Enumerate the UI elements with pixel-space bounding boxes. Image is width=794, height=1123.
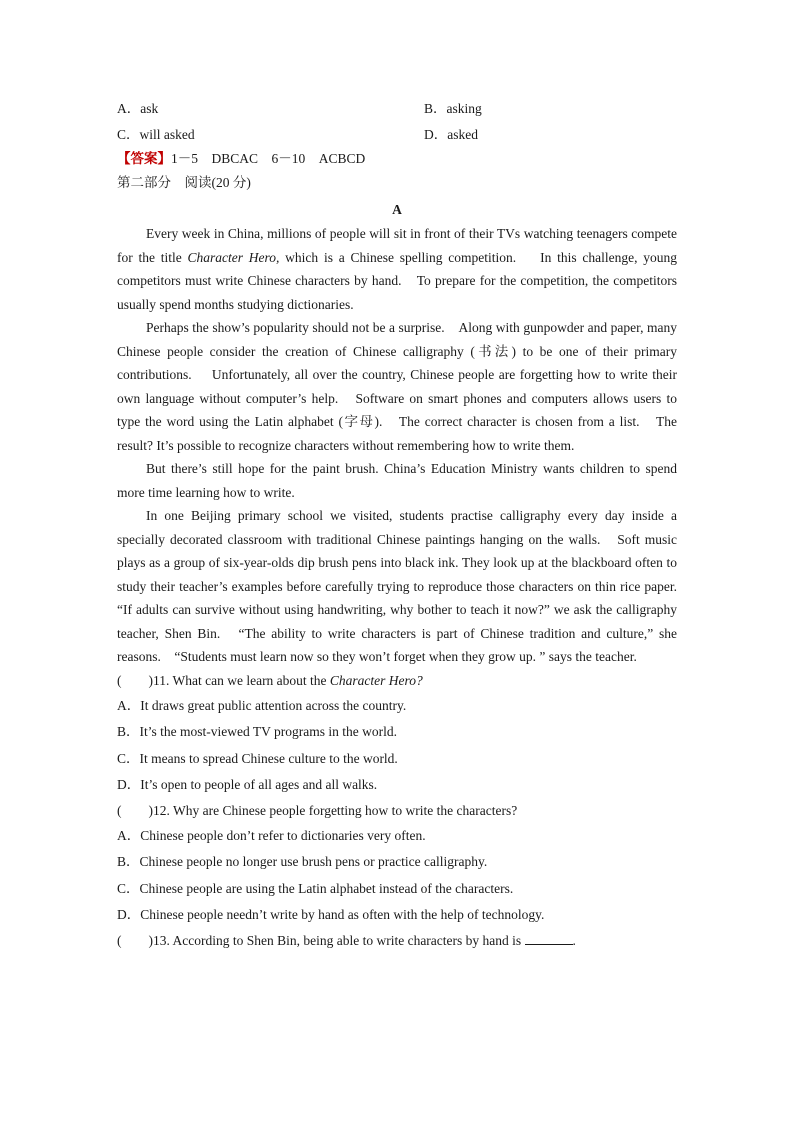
option-b: B．asking [424,101,482,116]
option-a: A．ask [117,101,159,116]
paragraph-text: Every week in China, millions of people will sit in front of their TVs watching teenagers compete for the title [117,226,677,265]
question-text: ( )13. According to Shen Bin, being able to write characters by hand is [117,932,525,948]
option-row [117,122,677,148]
paragraph-2: Perhaps the show’s popularity should not be a surprise. Along with gunpowder and paper, many Chinese people consider the creation of Chinese calligraphy (书法) to be one of their primary contributions. Unfortunately, all over the country, Chinese people are forgetting how to write their own language without computer’s help. Software on smart phones and computers allows users to type the word using the Latin alphabet (字母). The correct character is chosen from a list. The result? It’s possible to recognize characters without remembering how to write them. [117,320,677,453]
question-text: ( )11. What can we learn about the [117,672,330,688]
q11-option-a: A．It draws great public attention across the country. [117,697,407,713]
q11-option-b: B．It’s the most-viewed TV programs in the world. [117,724,397,739]
answer-text: 1－5 DBCAC 6－10 ACBCD [171,151,366,166]
paragraph-text: which is a Chinese spelling competition. In this challenge, young competitors must write Chinese characters by hand. To prepare for the competition, the competitors usually spend months studying dictionaries. [117,249,678,312]
show-title: Character Hero? [329,672,423,688]
q12-option-c: C．Chinese people are using the Latin alphabet instead of the characters. [117,880,514,896]
q11-option-d: D．It’s open to people of all ages and all walks. [117,777,378,792]
passage-title: A [392,202,402,217]
question-12: ( )12. Why are Chinese people forgetting how to write the characters? [117,802,518,818]
paragraph-4: In one Beijing primary school we visited, students practise calligraphy every day inside a specially decorated classroom with traditional Chinese paintings hanging on the walls. Soft music plays as a group of six-year-olds dip brush pens into black ink. They look up at the blackboard often to study their teacher’s examples before carefully trying to reproduce those characters on thin rice paper. “If adults can survive without using handwriting, why bother to teach it now?” we ask the calligraphy teacher, Shen Bin. “The ability to write characters is part of Chinese tradition and culture,” she reasons. “Students must learn now so they won’t forget when they grow up. ” says the teacher. [117,508,677,664]
answer-blank [525,930,573,945]
section-heading: 第二部分 阅读(20 分) [117,175,251,190]
q11-option-c: C．It means to spread Chinese culture to the world. [117,750,398,766]
document-page [117,96,677,953]
q12-option-a: A．Chinese people don’t refer to dictionaries very often. [117,827,426,843]
show-title: Character Hero, [187,249,280,265]
paragraph-3: But there’s still hope for the paint brush. China’s Education Ministry wants children to spend more time learning how to write. [117,461,677,500]
q12-option-b: B．Chinese people no longer use brush pens or practice calligraphy. [117,854,488,869]
paragraph-1 [117,222,677,316]
option-c: C．will asked [117,127,195,142]
q12-option-d: D．Chinese people needn’t write by hand as often with the help of technology. [117,907,545,922]
option-row [117,96,677,122]
option-d: D．asked [424,127,478,142]
question-11 [117,669,677,693]
question-13: ( )13. According to Shen Bin, being able to write characters by hand is . [117,929,677,953]
answer-tag: 【答案】 [117,151,171,166]
answer-key [117,148,677,170]
